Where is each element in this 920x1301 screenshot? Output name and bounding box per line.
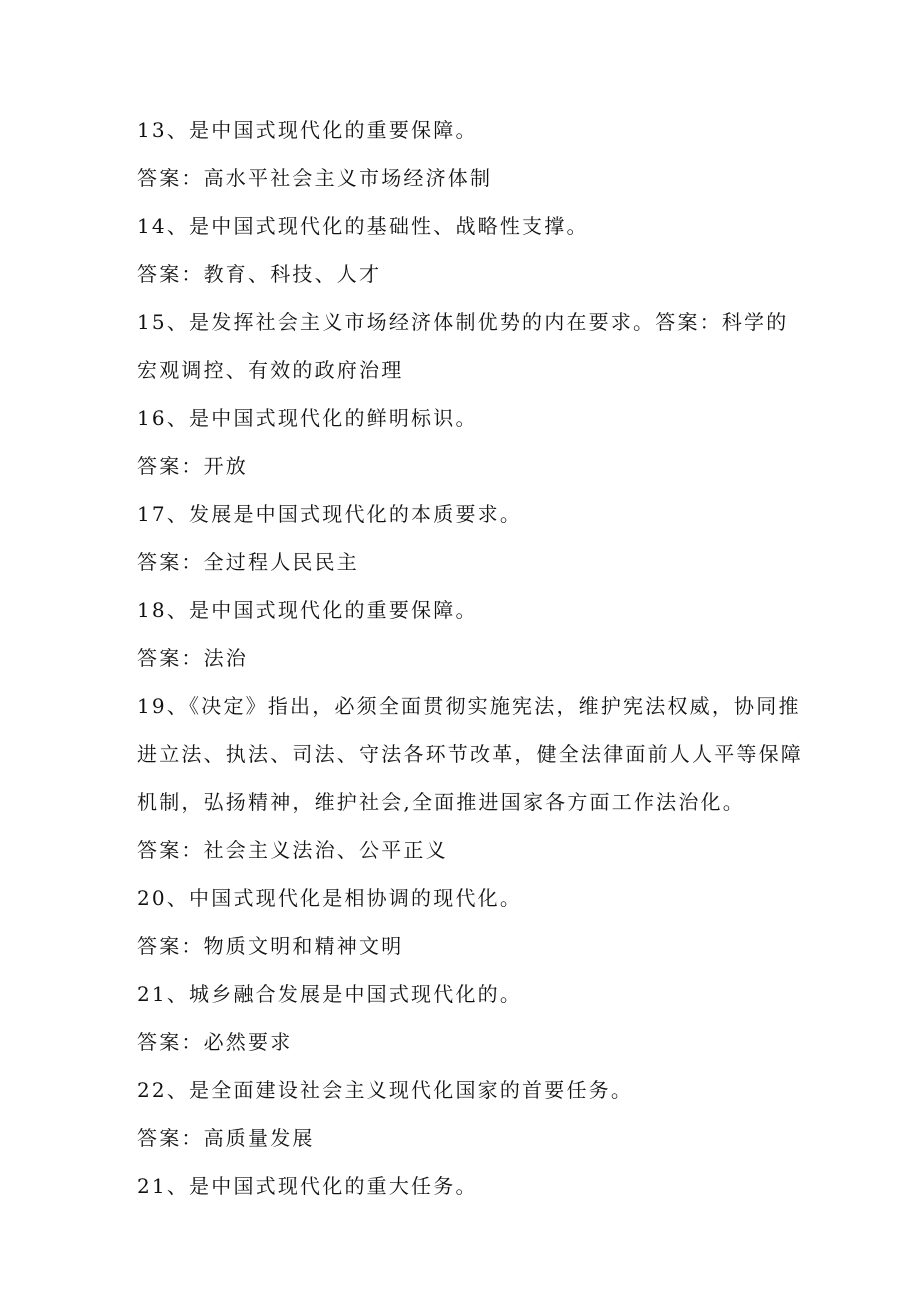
question-17: 17、发展是中国式现代化的本质要求。 (137, 502, 523, 526)
question-19-line-1: 19、《决定》指出，必须全面贯彻实施宪法，维护宪法权威，协同推 (137, 694, 801, 718)
answer-14: 答案：教育、科技、人才 (137, 262, 382, 286)
question-21: 21、城乡融合发展是中国式现代化的。 (137, 982, 523, 1006)
answer-21: 答案：必然要求 (137, 1030, 293, 1054)
answer-19: 答案：社会主义法治、公平正义 (137, 838, 448, 862)
question-16: 16、是中国式现代化的鲜明标识。 (137, 406, 478, 430)
answer-13: 答案：高水平社会主义市场经济体制 (137, 166, 493, 190)
question-22: 22、是全面建设社会主义现代化国家的首要任务。 (137, 1078, 634, 1102)
question-15: 15、是发挥社会主义市场经济体制优势的内在要求。答案：科学的 (137, 310, 789, 334)
question-18: 18、是中国式现代化的重要保障。 (137, 598, 478, 622)
question-19-line-3: 机制，弘扬精神，维护社会,全面推进国家各方面工作法治化。 (137, 790, 745, 814)
question-13: 13、是中国式现代化的重要保障。 (137, 118, 478, 142)
question-14: 14、是中国式现代化的基础性、战略性支撑。 (137, 214, 589, 238)
answer-15-continued: 宏观调控、有效的政府治理 (137, 358, 404, 382)
question-21-repeat: 21、是中国式现代化的重大任务。 (137, 1174, 478, 1198)
answer-16: 答案：开放 (137, 454, 248, 478)
answer-18: 答案：法治 (137, 646, 248, 670)
answer-20: 答案：物质文明和精神文明 (137, 934, 404, 958)
document-body (137, 106, 803, 1210)
answer-22: 答案：高质量发展 (137, 1126, 315, 1150)
question-20: 20、中国式现代化是相协调的现代化。 (137, 886, 523, 910)
answer-17: 答案：全过程人民民主 (137, 550, 359, 574)
question-19-line-2: 进立法、执法、司法、守法各环节改革，健全法律面前人人平等保障 (137, 742, 803, 766)
